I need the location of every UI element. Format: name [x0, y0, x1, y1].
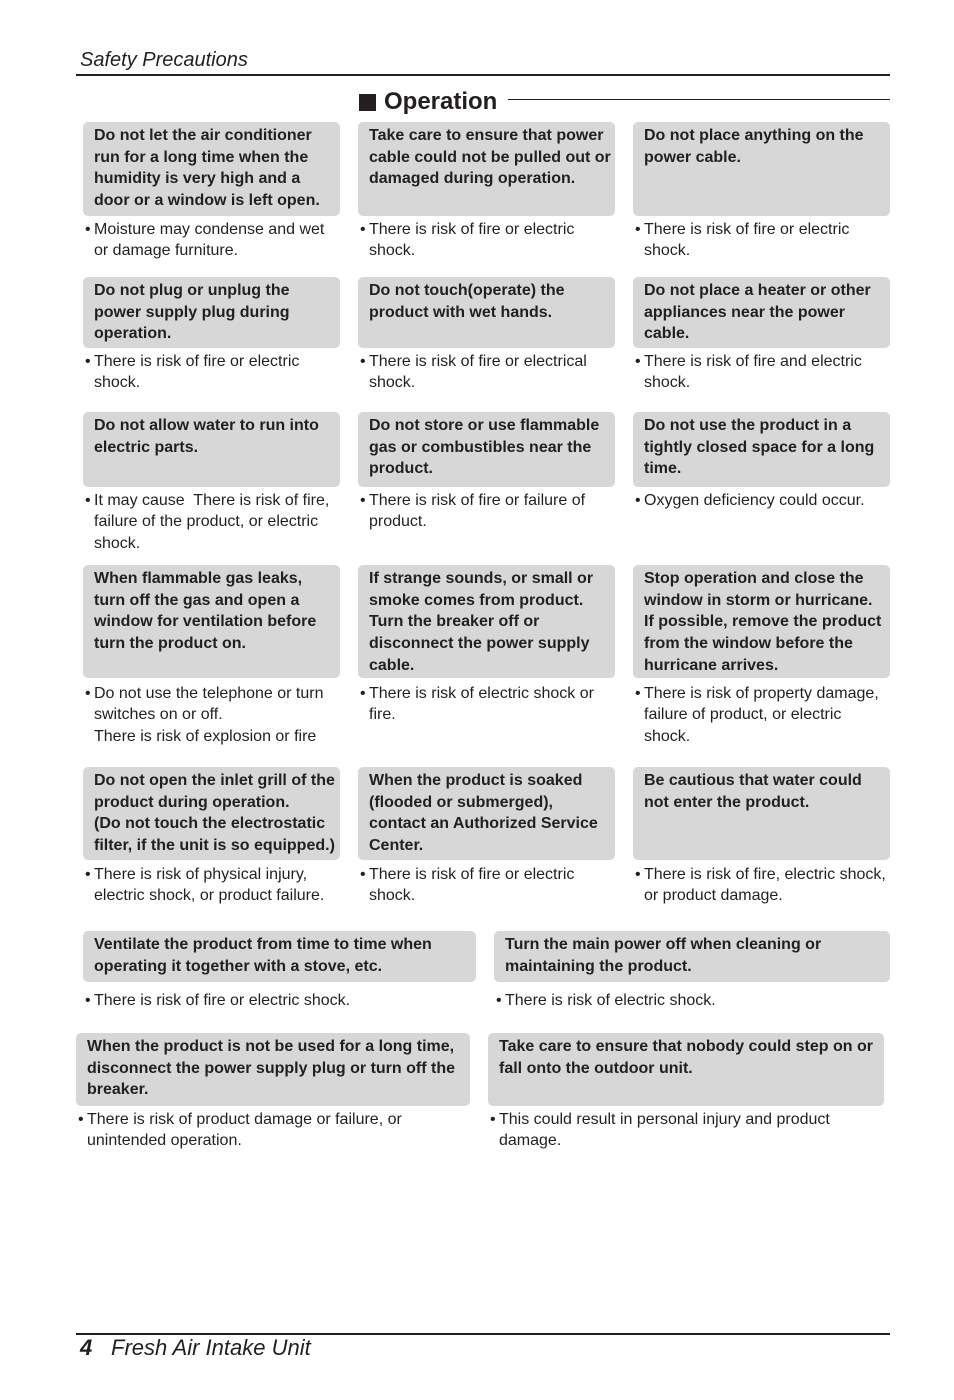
warning-heading-box	[633, 412, 890, 487]
section-title-rule	[508, 99, 890, 100]
note-bullet: •	[85, 865, 91, 883]
note-bullet: •	[635, 684, 641, 702]
warning-heading-line: smoke comes from product.	[369, 591, 584, 609]
warning-heading-box	[83, 767, 340, 860]
warning-heading-box	[488, 1033, 884, 1106]
warning-heading-line: Ventilate the product from time to time when	[94, 936, 432, 953]
warning-note-line: It may cause There is risk of fire,	[94, 491, 330, 509]
warning-note	[358, 683, 615, 726]
warning-heading-line: Do not touch(operate) the	[369, 282, 565, 299]
warning-heading-box	[83, 412, 340, 487]
warning-note-line: electric shock, or product failure.	[94, 887, 325, 905]
warning-heading-line: cable.	[644, 325, 690, 343]
warning-heading-box	[633, 277, 890, 348]
warning-note-line: switches on or off.	[94, 706, 223, 724]
warning-note-line: There is risk of fire or failure of	[369, 491, 586, 509]
warning-note	[83, 219, 340, 262]
note-bullet: •	[360, 684, 366, 702]
warning-note-line: shock.	[369, 374, 416, 392]
warning-note	[358, 864, 615, 907]
warning-heading-line: door or a window is left open.	[94, 192, 320, 210]
warning-heading-line: cable could not be pulled out or	[369, 148, 611, 166]
warning-note-line: There is risk of fire or electric	[644, 220, 850, 238]
warning-note	[358, 351, 615, 394]
warning-heading-line: window in storm or hurricane.	[644, 591, 873, 609]
warning-note-line: shock.	[644, 374, 691, 392]
warning-heading-line: operating it together with a stove, etc.	[94, 957, 383, 975]
note-bullet: •	[490, 1110, 496, 1128]
warning-note	[494, 990, 890, 1012]
warning-heading-line: Do not allow water to run into	[94, 417, 319, 434]
note-bullet: •	[78, 1110, 84, 1128]
warning-heading-line: damaged during operation.	[369, 170, 576, 188]
footer-title: Fresh Air Intake Unit	[111, 1335, 311, 1360]
warning-note	[83, 351, 340, 394]
warning-heading-line: Do not place anything on the	[644, 127, 864, 144]
warning-heading-line: Do not use the product in a	[644, 417, 852, 434]
warning-heading-line: Do not let the air conditioner	[94, 127, 312, 144]
warning-note-line: failure of the product, or electric	[94, 513, 319, 531]
warning-heading-line: turn off the gas and open a	[94, 591, 300, 609]
warning-heading-line: window for ventilation before	[94, 613, 317, 631]
warning-heading-line: product.	[369, 460, 433, 478]
note-bullet: •	[85, 352, 91, 370]
warning-heading-box	[633, 767, 890, 860]
warning-heading-line: Turn the main power off when cleaning or	[505, 936, 822, 953]
warning-heading-line: power cable.	[644, 148, 741, 166]
warning-note-line: shock.	[369, 887, 416, 905]
warning-note-line: or product damage.	[644, 887, 783, 905]
warning-note	[633, 683, 890, 748]
warning-heading-box	[358, 767, 615, 860]
warning-heading-line: Do not store or use flammable	[369, 417, 600, 434]
warning-heading-box	[83, 277, 340, 348]
warning-heading-box	[358, 412, 615, 487]
warning-heading-line: from the window before the	[644, 635, 853, 653]
note-bullet: •	[360, 865, 366, 883]
warning-heading-line: Do not plug or unplug the	[94, 282, 290, 299]
warning-note-line: shock.	[94, 374, 141, 392]
warning-heading-line: gas or combustibles near the	[369, 438, 592, 456]
warning-heading-line: When the product is soaked	[369, 772, 583, 789]
note-bullet: •	[360, 220, 366, 238]
warning-heading-line: appliances near the power	[644, 303, 845, 321]
warning-note-line: There is risk of property damage,	[644, 684, 879, 702]
warning-heading-line: power supply plug during	[94, 303, 290, 321]
warning-note-line: There is risk of electric shock or	[369, 684, 594, 702]
warning-note-line: failure of product, or electric	[644, 706, 842, 724]
warning-heading-line: electric parts.	[94, 438, 199, 456]
note-bullet: •	[85, 684, 91, 702]
note-bullet: •	[360, 491, 366, 509]
warning-note-line: There is risk of fire or electrical	[369, 352, 587, 370]
warning-heading-line: Do not place a heater or other	[644, 282, 871, 299]
warning-note-line: This could result in personal injury and product	[499, 1110, 830, 1128]
warning-heading-box	[358, 565, 615, 678]
warning-note-line: product.	[369, 513, 427, 531]
warning-note-line: There is risk of fire, electric shock,	[644, 865, 886, 883]
warning-note	[358, 490, 615, 533]
warning-heading-box	[633, 565, 890, 678]
warning-heading-box	[494, 931, 890, 982]
warning-note-line: There is risk of fire or electric	[94, 352, 300, 370]
warning-heading-line: operation.	[94, 325, 172, 343]
warning-heading-line: not enter the product.	[644, 793, 810, 811]
warning-note-line: shock.	[369, 242, 416, 260]
warning-heading-line: Turn the breaker off or	[369, 613, 540, 631]
warning-heading-box	[358, 277, 615, 348]
warning-note	[358, 219, 615, 262]
note-bullet: •	[635, 865, 641, 883]
warning-note	[633, 490, 890, 512]
note-bullet: •	[85, 220, 91, 238]
black-square-icon	[359, 94, 376, 111]
warning-note-line: There is risk of physical injury,	[94, 865, 308, 883]
note-bullet: •	[635, 352, 641, 370]
warning-heading-line: Take care to ensure that nobody could step on or	[499, 1038, 873, 1055]
warning-heading-line: product during operation.	[94, 793, 290, 811]
warning-note-line: There is risk of explosion or fire	[94, 727, 317, 745]
warning-heading-line: Center.	[369, 837, 424, 855]
warning-note-line: shock.	[94, 534, 141, 552]
warning-heading-line: fall onto the outdoor unit.	[499, 1059, 693, 1077]
warning-note-line: There is risk of fire or electric	[369, 865, 575, 883]
warning-note	[633, 219, 890, 262]
warning-note	[633, 864, 890, 907]
warning-note	[488, 1109, 884, 1152]
warning-heading-line: run for a long time when the	[94, 148, 309, 166]
warning-heading-line: disconnect the power supply	[369, 635, 590, 653]
warning-heading-line: product with wet hands.	[369, 303, 553, 321]
warning-heading-line: Take care to ensure that power	[369, 127, 604, 144]
warning-note	[83, 490, 340, 555]
note-bullet: •	[360, 352, 366, 370]
warning-heading-line: tightly closed space for a long	[644, 438, 875, 456]
page-number: 4	[80, 1335, 93, 1360]
warning-note-line: There is risk of fire or electric	[369, 220, 575, 238]
warning-heading-box	[83, 565, 340, 678]
warning-heading-line: filter, if the unit is so equipped.)	[94, 837, 335, 855]
warning-heading-line: Do not open the inlet grill of the	[94, 772, 335, 789]
warning-note-line: There is risk of product damage or failure, or	[87, 1110, 402, 1128]
warning-heading-line: If strange sounds, or small or	[369, 570, 594, 587]
warning-note-line: fire.	[369, 706, 396, 724]
warning-heading-box	[76, 1033, 470, 1106]
warning-note	[83, 990, 476, 1012]
warning-note-line: shock.	[644, 727, 691, 745]
warning-note-line: There is risk of fire and electric	[644, 352, 862, 370]
warning-heading-line: time.	[644, 460, 682, 478]
warning-heading-line: Be cautious that water could	[644, 772, 862, 789]
warning-note-line: Do not use the telephone or turn	[94, 684, 324, 702]
warning-heading-line: When flammable gas leaks,	[94, 570, 303, 587]
warning-note	[83, 864, 340, 907]
warning-note-line: shock.	[644, 242, 691, 260]
warning-note-line: There is risk of fire or electric shock.	[94, 991, 351, 1009]
warning-heading-line: maintaining the product.	[505, 957, 692, 975]
warning-note-line: or damage furniture.	[94, 242, 239, 260]
note-bullet: •	[85, 991, 91, 1009]
warning-heading-line: turn the product on.	[94, 635, 246, 653]
warning-note-line: Moisture may condense and wet	[94, 220, 325, 238]
warning-heading-line: breaker.	[87, 1081, 149, 1099]
warning-heading-line: Stop operation and close the	[644, 570, 864, 587]
running-header: Safety Precautions	[80, 49, 248, 71]
warning-heading-box	[358, 122, 615, 216]
warning-note	[76, 1109, 470, 1152]
warning-heading-box	[83, 122, 340, 216]
warning-heading-line: humidity is very high and a	[94, 170, 301, 188]
warning-note-line: There is risk of electric shock.	[505, 991, 716, 1009]
header-rule	[76, 74, 890, 76]
warning-note-line: Oxygen deficiency could occur.	[644, 491, 865, 509]
note-bullet: •	[635, 220, 641, 238]
note-bullet: •	[85, 491, 91, 509]
warning-heading-line: If possible, remove the product	[644, 613, 882, 631]
warning-note	[633, 351, 890, 394]
warning-heading-line: disconnect the power supply plug or turn off the	[87, 1059, 455, 1077]
section-title: Operation	[384, 88, 498, 115]
note-bullet: •	[496, 991, 502, 1009]
warning-note	[83, 683, 340, 748]
warning-heading-line: (Do not touch the electrostatic	[94, 815, 326, 833]
note-bullet: •	[635, 491, 641, 509]
warning-note-line: damage.	[499, 1132, 562, 1150]
warning-note-line: unintended operation.	[87, 1132, 242, 1150]
warning-heading-line: When the product is not be used for a long time,	[87, 1038, 455, 1055]
warning-heading-box	[633, 122, 890, 216]
warning-heading-line: hurricane arrives.	[644, 656, 779, 674]
warning-heading-line: contact an Authorized Service	[369, 815, 598, 833]
warning-heading-line: (flooded or submerged),	[369, 793, 553, 811]
warning-heading-line: cable.	[369, 656, 415, 674]
warning-heading-box	[83, 931, 476, 982]
